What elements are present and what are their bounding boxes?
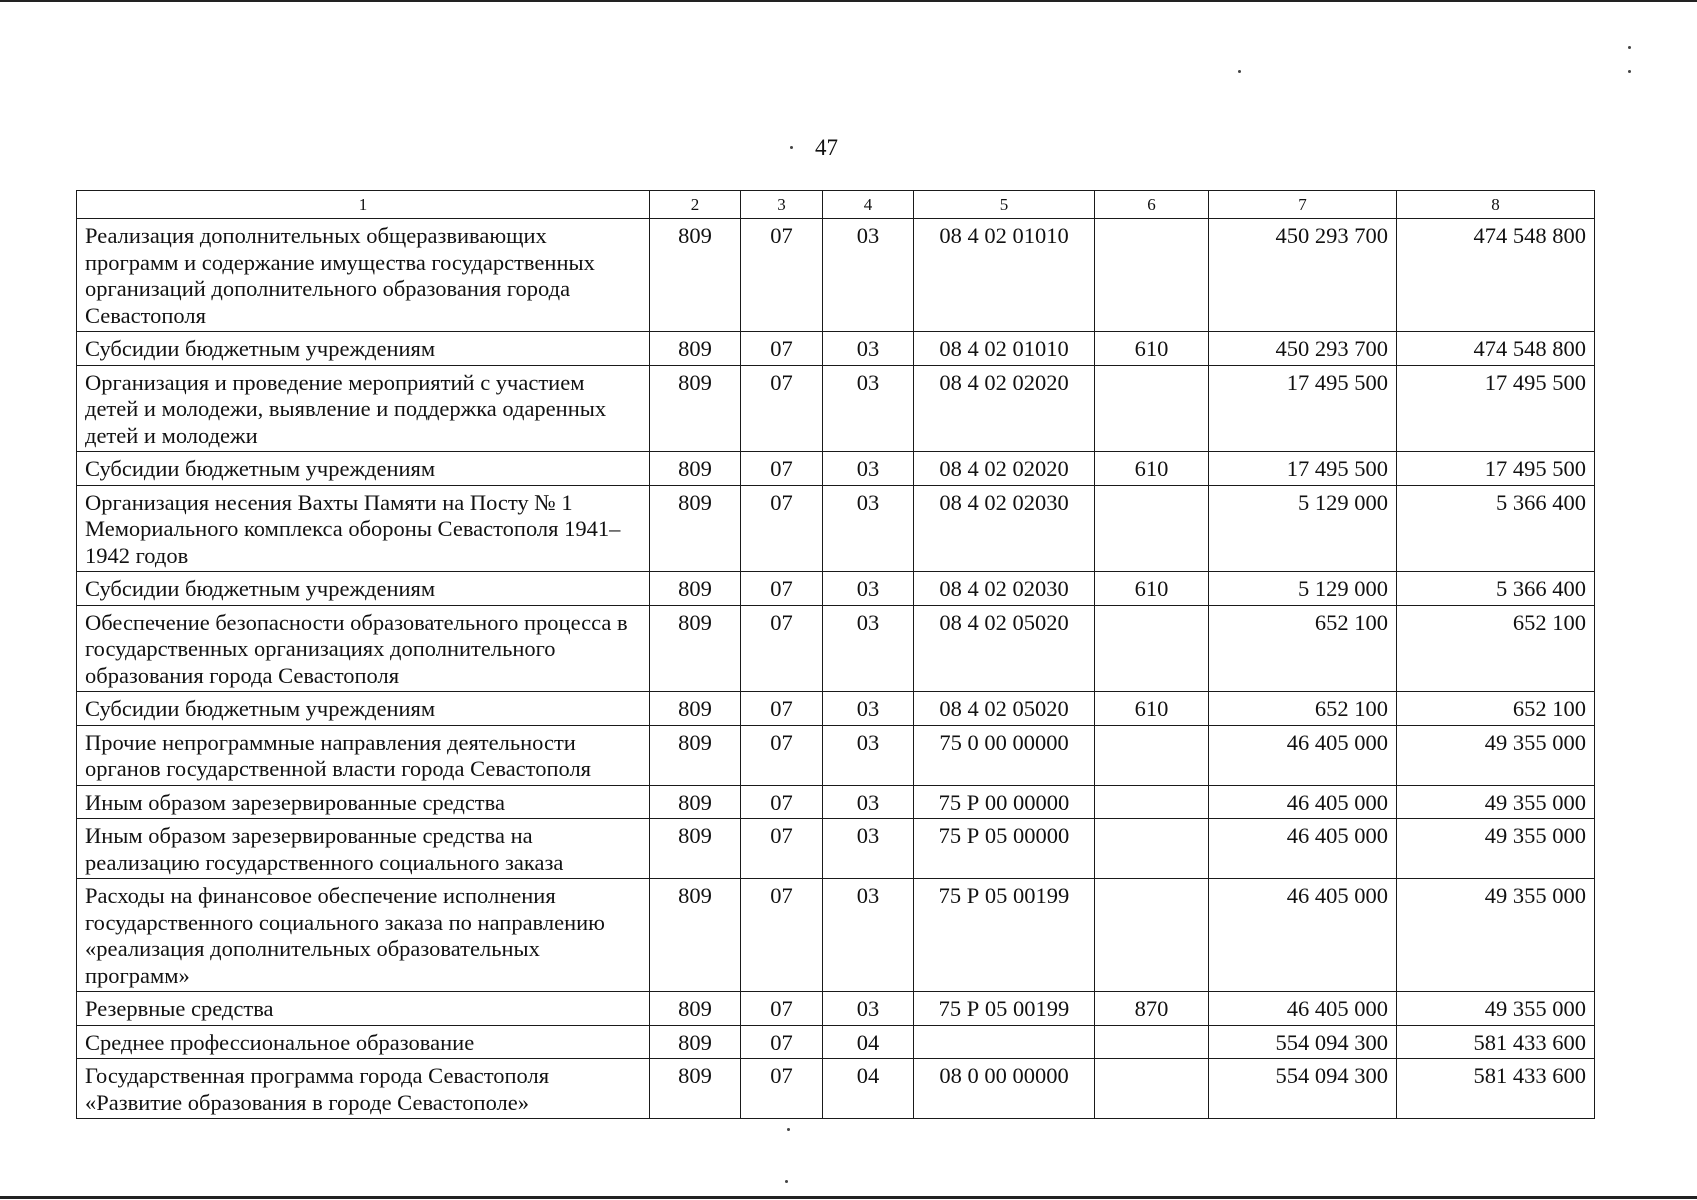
section-code: 07: [741, 1059, 823, 1119]
subsection-code: 03: [823, 219, 914, 332]
expense-item-name: Резервные средства: [77, 992, 650, 1026]
scan-speck: [1238, 70, 1241, 73]
section-code: 07: [741, 785, 823, 819]
table-row: [77, 819, 1595, 879]
section-code: 07: [741, 485, 823, 572]
amount-year-2: 581 433 600: [1397, 1059, 1595, 1119]
expense-item-name: Прочие непрограммные направления деятельности органов государственной власти города Севастополя: [77, 725, 650, 785]
amount-year-2: 5 366 400: [1397, 485, 1595, 572]
table-row: [77, 572, 1595, 606]
expense-item-name: Субсидии бюджетным учреждениям: [77, 332, 650, 366]
subsection-code: 03: [823, 452, 914, 486]
column-number-3: 3: [741, 191, 823, 219]
expense-item-name: Иным образом зарезервированные средства на реализацию государственного социального заказа: [77, 819, 650, 879]
expense-type-code: 610: [1095, 332, 1209, 366]
ministry-code: 809: [650, 1059, 741, 1119]
ministry-code: 809: [650, 692, 741, 726]
section-code: 07: [741, 452, 823, 486]
amount-year-2: 17 495 500: [1397, 452, 1595, 486]
ministry-code: 809: [650, 219, 741, 332]
target-article-code: [914, 1025, 1095, 1059]
page-number: 47: [815, 135, 838, 160]
target-article-code: 08 4 02 02030: [914, 572, 1095, 606]
expense-type-code: [1095, 365, 1209, 452]
target-article-code: 75 Р 05 00199: [914, 879, 1095, 992]
table-row: [77, 725, 1595, 785]
section-code: 07: [741, 819, 823, 879]
subsection-code: 03: [823, 692, 914, 726]
amount-year-1: 652 100: [1209, 692, 1397, 726]
expense-type-code: [1095, 485, 1209, 572]
amount-year-1: 450 293 700: [1209, 332, 1397, 366]
expense-type-code: [1095, 1059, 1209, 1119]
amount-year-1: 652 100: [1209, 605, 1397, 692]
subsection-code: 03: [823, 819, 914, 879]
expense-type-code: 610: [1095, 452, 1209, 486]
amount-year-1: 46 405 000: [1209, 819, 1397, 879]
expense-item-name: Субсидии бюджетным учреждениям: [77, 452, 650, 486]
amount-year-2: 474 548 800: [1397, 219, 1595, 332]
amount-year-1: 46 405 000: [1209, 725, 1397, 785]
expense-item-name: Среднее профессиональное образование: [77, 1025, 650, 1059]
expense-item-name: Организация несения Вахты Памяти на Посту № 1 Мемориального комплекса обороны Севастополя 1941–1942 годов: [77, 485, 650, 572]
amount-year-1: 46 405 000: [1209, 879, 1397, 992]
table-header-row: [77, 191, 1595, 219]
subsection-code: 03: [823, 572, 914, 606]
amount-year-1: 5 129 000: [1209, 485, 1397, 572]
target-article-code: 08 0 00 00000: [914, 1059, 1095, 1119]
table-row: [77, 785, 1595, 819]
table-row: [77, 485, 1595, 572]
expense-item-name: Организация и проведение мероприятий с участием детей и молодежи, выявление и поддержка одаренных детей и молодежи: [77, 365, 650, 452]
table-row: [77, 1059, 1595, 1119]
amount-year-2: 49 355 000: [1397, 785, 1595, 819]
scan-speck: [785, 1180, 788, 1183]
amount-year-1: 5 129 000: [1209, 572, 1397, 606]
ministry-code: 809: [650, 572, 741, 606]
expense-type-code: 610: [1095, 572, 1209, 606]
table-row: [77, 605, 1595, 692]
scan-speck: [790, 146, 793, 149]
expense-type-code: [1095, 725, 1209, 785]
subsection-code: 04: [823, 1059, 914, 1119]
scan-speck: [1628, 46, 1631, 49]
budget-table: [76, 190, 1595, 1119]
amount-year-2: 652 100: [1397, 692, 1595, 726]
ministry-code: 809: [650, 332, 741, 366]
amount-year-2: 581 433 600: [1397, 1025, 1595, 1059]
subsection-code: 03: [823, 485, 914, 572]
target-article-code: 08 4 02 05020: [914, 692, 1095, 726]
ministry-code: 809: [650, 452, 741, 486]
target-article-code: 08 4 02 02020: [914, 365, 1095, 452]
expense-type-code: [1095, 879, 1209, 992]
subsection-code: 03: [823, 332, 914, 366]
column-number-2: 2: [650, 191, 741, 219]
section-code: 07: [741, 1025, 823, 1059]
ministry-code: 809: [650, 879, 741, 992]
expense-type-code: [1095, 819, 1209, 879]
target-article-code: 08 4 02 01010: [914, 332, 1095, 366]
amount-year-2: 5 366 400: [1397, 572, 1595, 606]
scan-top-edge: [0, 0, 1697, 2]
table-row: [77, 365, 1595, 452]
column-number-6: 6: [1095, 191, 1209, 219]
table-row: [77, 692, 1595, 726]
amount-year-2: 49 355 000: [1397, 725, 1595, 785]
subsection-code: 04: [823, 1025, 914, 1059]
subsection-code: 03: [823, 992, 914, 1026]
subsection-code: 03: [823, 605, 914, 692]
target-article-code: 75 Р 00 00000: [914, 785, 1095, 819]
ministry-code: 809: [650, 725, 741, 785]
section-code: 07: [741, 879, 823, 992]
ministry-code: 809: [650, 992, 741, 1026]
amount-year-1: 17 495 500: [1209, 452, 1397, 486]
table-row: [77, 332, 1595, 366]
ministry-code: 809: [650, 1025, 741, 1059]
ministry-code: 809: [650, 365, 741, 452]
target-article-code: 75 Р 05 00199: [914, 992, 1095, 1026]
subsection-code: 03: [823, 725, 914, 785]
amount-year-2: 17 495 500: [1397, 365, 1595, 452]
scan-speck: [1628, 70, 1631, 73]
column-number-1: 1: [77, 191, 650, 219]
target-article-code: 75 0 00 00000: [914, 725, 1095, 785]
amount-year-1: 554 094 300: [1209, 1025, 1397, 1059]
expense-type-code: [1095, 605, 1209, 692]
scan-speck: [787, 1128, 790, 1131]
expense-item-name: Иным образом зарезервированные средства: [77, 785, 650, 819]
expense-item-name: Субсидии бюджетным учреждениям: [77, 572, 650, 606]
table-row: [77, 992, 1595, 1026]
section-code: 07: [741, 219, 823, 332]
subsection-code: 03: [823, 785, 914, 819]
ministry-code: 809: [650, 485, 741, 572]
amount-year-2: 49 355 000: [1397, 819, 1595, 879]
section-code: 07: [741, 605, 823, 692]
table-row: [77, 452, 1595, 486]
expense-type-code: [1095, 219, 1209, 332]
expense-type-code: 870: [1095, 992, 1209, 1026]
expense-item-name: Реализация дополнительных общеразвивающих программ и содержание имущества государственных организаций дополнительного образования города Севастополя: [77, 219, 650, 332]
expense-type-code: 610: [1095, 692, 1209, 726]
expense-item-name: Субсидии бюджетным учреждениям: [77, 692, 650, 726]
section-code: 07: [741, 332, 823, 366]
expense-type-code: [1095, 785, 1209, 819]
expense-item-name: Обеспечение безопасности образовательного процесса в государственных организациях дополнительного образования города Севастополя: [77, 605, 650, 692]
table-row: [77, 219, 1595, 332]
section-code: 07: [741, 692, 823, 726]
amount-year-2: 474 548 800: [1397, 332, 1595, 366]
ministry-code: 809: [650, 605, 741, 692]
subsection-code: 03: [823, 365, 914, 452]
ministry-code: 809: [650, 819, 741, 879]
amount-year-2: 652 100: [1397, 605, 1595, 692]
target-article-code: 08 4 02 02020: [914, 452, 1095, 486]
subsection-code: 03: [823, 879, 914, 992]
section-code: 07: [741, 725, 823, 785]
target-article-code: 08 4 02 02030: [914, 485, 1095, 572]
amount-year-1: 554 094 300: [1209, 1059, 1397, 1119]
ministry-code: 809: [650, 785, 741, 819]
amount-year-1: 46 405 000: [1209, 785, 1397, 819]
section-code: 07: [741, 365, 823, 452]
table-row: [77, 879, 1595, 992]
expense-item-name: Государственная программа города Севастополя «Развитие образования в городе Севастополе»: [77, 1059, 650, 1119]
column-number-7: 7: [1209, 191, 1397, 219]
section-code: 07: [741, 572, 823, 606]
column-number-5: 5: [914, 191, 1095, 219]
section-code: 07: [741, 992, 823, 1026]
expense-type-code: [1095, 1025, 1209, 1059]
amount-year-1: 46 405 000: [1209, 992, 1397, 1026]
amount-year-2: 49 355 000: [1397, 992, 1595, 1026]
table-row: [77, 1025, 1595, 1059]
target-article-code: 08 4 02 01010: [914, 219, 1095, 332]
scan-bottom-edge: [0, 1196, 1697, 1199]
amount-year-1: 17 495 500: [1209, 365, 1397, 452]
expense-item-name: Расходы на финансовое обеспечение исполнения государственного социального заказа по направлению «реализация дополнительных образовательных программ»: [77, 879, 650, 992]
column-number-4: 4: [823, 191, 914, 219]
target-article-code: 08 4 02 05020: [914, 605, 1095, 692]
target-article-code: 75 Р 05 00000: [914, 819, 1095, 879]
amount-year-2: 49 355 000: [1397, 879, 1595, 992]
column-number-8: 8: [1397, 191, 1595, 219]
amount-year-1: 450 293 700: [1209, 219, 1397, 332]
